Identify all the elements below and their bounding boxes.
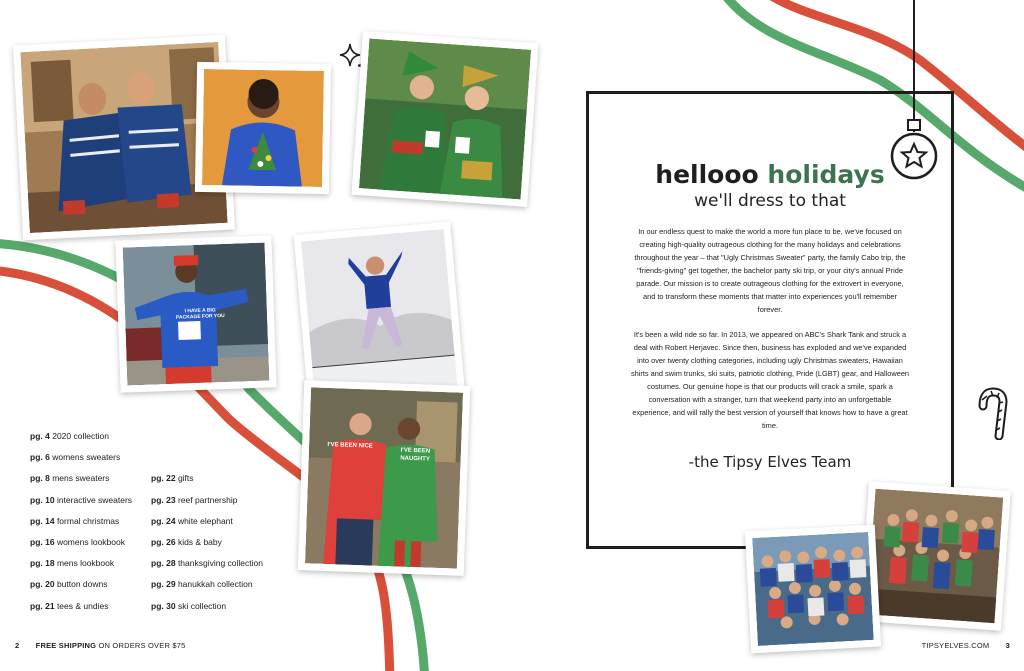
- toc-page-number: pg. 22: [151, 473, 176, 484]
- toc-page-number: pg. 21: [30, 600, 55, 611]
- toc-item: [151, 598, 263, 619]
- toc-page-number: pg. 10: [30, 494, 55, 505]
- toc-item: [151, 534, 263, 555]
- page-number-left: 2: [15, 641, 20, 650]
- photo-naughty-nice-couple-image: [305, 387, 463, 568]
- toc-item: [30, 470, 132, 491]
- body-copy: [630, 225, 910, 444]
- photo-group-team: [859, 481, 1010, 631]
- star-ornament-icon: [886, 0, 942, 182]
- toc-label: womens lookbook: [56, 536, 125, 547]
- footer-right: [922, 641, 1010, 650]
- toc-label: button downs: [56, 579, 108, 590]
- toc-item: [30, 513, 132, 534]
- toc-page-number: pg. 18: [30, 558, 55, 569]
- toc-label: hanukkah collection: [177, 579, 253, 590]
- toc-page-number: pg. 4: [30, 431, 50, 441]
- package-sweater-text: I HAVE A BIG PACKAGE FOR YOU: [175, 307, 225, 322]
- toc-item: [30, 449, 132, 470]
- toc-page-number: pg. 28: [151, 558, 176, 569]
- shipping-bold: FREE SHIPPING: [35, 641, 97, 650]
- toc-label: white elephant: [177, 515, 233, 526]
- photo-woman-sweater-image: [202, 69, 324, 187]
- page-number-right: 3: [1005, 641, 1010, 650]
- photo-woman-snow-jump-image: [301, 229, 458, 403]
- toc-page-number: pg. 24: [151, 515, 176, 526]
- toc-page-number: pg. 6: [30, 452, 50, 463]
- body-paragraph-1: In our endless quest to make the world a more fun place to be, we've focused on creating high-quality outrageous clothing for the many holidays and celebrations throughout the year – that "Ugly Christmas Sweater" party, the family Cabo trip, the "friends-giving" get together, the bachelor party ski trip, or your city's annual Pride parade. Our mission is to create outrageous clothing for the extrovert in everyone, and to transform these moments that matter into experiences you'll remember forever.: [634, 227, 906, 314]
- headline-subtitle: we'll dress to that: [694, 191, 846, 211]
- toc-page-number: pg. 26: [151, 536, 176, 547]
- naughty-sweater-text: I'VE BEEN NAUGHTY: [400, 447, 431, 463]
- website-url: TIPSYELVES.COM: [921, 641, 990, 650]
- toc-page-number: pg. 29: [151, 579, 176, 590]
- headline-title: [586, 160, 954, 190]
- toc-label: kids & baby: [177, 536, 222, 547]
- toc-label: thanksgiving collection: [177, 558, 263, 569]
- toc-label: formal christmas: [56, 515, 120, 526]
- toc-column-2: [151, 470, 263, 618]
- toc-item: [30, 576, 132, 597]
- toc-page-number: pg. 16: [30, 536, 55, 547]
- toc-item: [151, 576, 263, 597]
- toc-label: interactive sweaters: [56, 494, 133, 505]
- toc-item: [151, 513, 263, 534]
- toc-label: ski collection: [177, 600, 227, 611]
- toc-item: [30, 492, 132, 513]
- headline-word-hellooo: hellooo: [655, 160, 759, 189]
- photo-naughty-nice-couple: [298, 380, 471, 576]
- toc-item: [151, 492, 263, 513]
- toc-label: 2020 collection: [52, 431, 109, 441]
- headline-word-holidays: holidays: [767, 160, 885, 189]
- photo-group-team-image: [867, 489, 1003, 624]
- photo-staff-group-image: [752, 532, 873, 646]
- toc-item: [30, 598, 132, 619]
- toc-item: [30, 555, 132, 576]
- toc-column-1: [30, 428, 132, 619]
- toc-label: gifts: [177, 473, 194, 484]
- toc-label: tees & undies: [56, 600, 109, 611]
- photo-elves-cups-image: [359, 39, 531, 200]
- toc-item: [151, 470, 263, 491]
- toc-page-number: pg. 8: [30, 473, 50, 484]
- toc-item: [30, 534, 132, 555]
- toc-page-number: pg. 30: [151, 600, 176, 611]
- candy-cane-icon: [973, 386, 1009, 440]
- body-paragraph-2: It's been a wild ride so far. In 2013, we appeared on ABC's Shark Tank and struck a deal with Robert Herjavec. Since then, business has exploded and we've expanded into over twenty clothing categories, including ugly Christmas sweaters, Hawaiian shirts and swim trunks, ski suits, patriotic clothing, Pride (LGBT) gear, and Halloween costumes. Our genuine hope is that our products will crack a smile, spark a conversation with a stranger, turn that weekend party into an unforgettable experience, and will rally the best version of yourself that knows how to have a great time.: [630, 330, 910, 430]
- headline: [586, 160, 954, 212]
- photo-woman-sweater: [195, 62, 331, 194]
- toc-page-number: pg. 20: [30, 579, 55, 590]
- toc-label: mens sweaters: [52, 473, 110, 484]
- photo-elves-cups: [351, 31, 538, 207]
- toc-label: mens lookbook: [56, 558, 115, 569]
- toc-item: [151, 555, 263, 576]
- toc-label: reef partnership: [177, 494, 238, 505]
- photo-staff-group: [745, 525, 881, 654]
- footer-left: [15, 641, 185, 650]
- toc-item: [30, 428, 132, 449]
- shipping-rest: ON ORDERS OVER $75: [98, 641, 186, 650]
- toc-page-number: pg. 14: [30, 515, 55, 526]
- photo-man-package-sweater: [115, 235, 276, 392]
- toc-page-number: pg. 23: [151, 494, 176, 505]
- toc-label: womens sweaters: [52, 452, 121, 463]
- signoff: -the Tipsy Elves Team: [688, 453, 852, 471]
- nice-sweater-text: I'VE BEEN NICE: [327, 441, 373, 450]
